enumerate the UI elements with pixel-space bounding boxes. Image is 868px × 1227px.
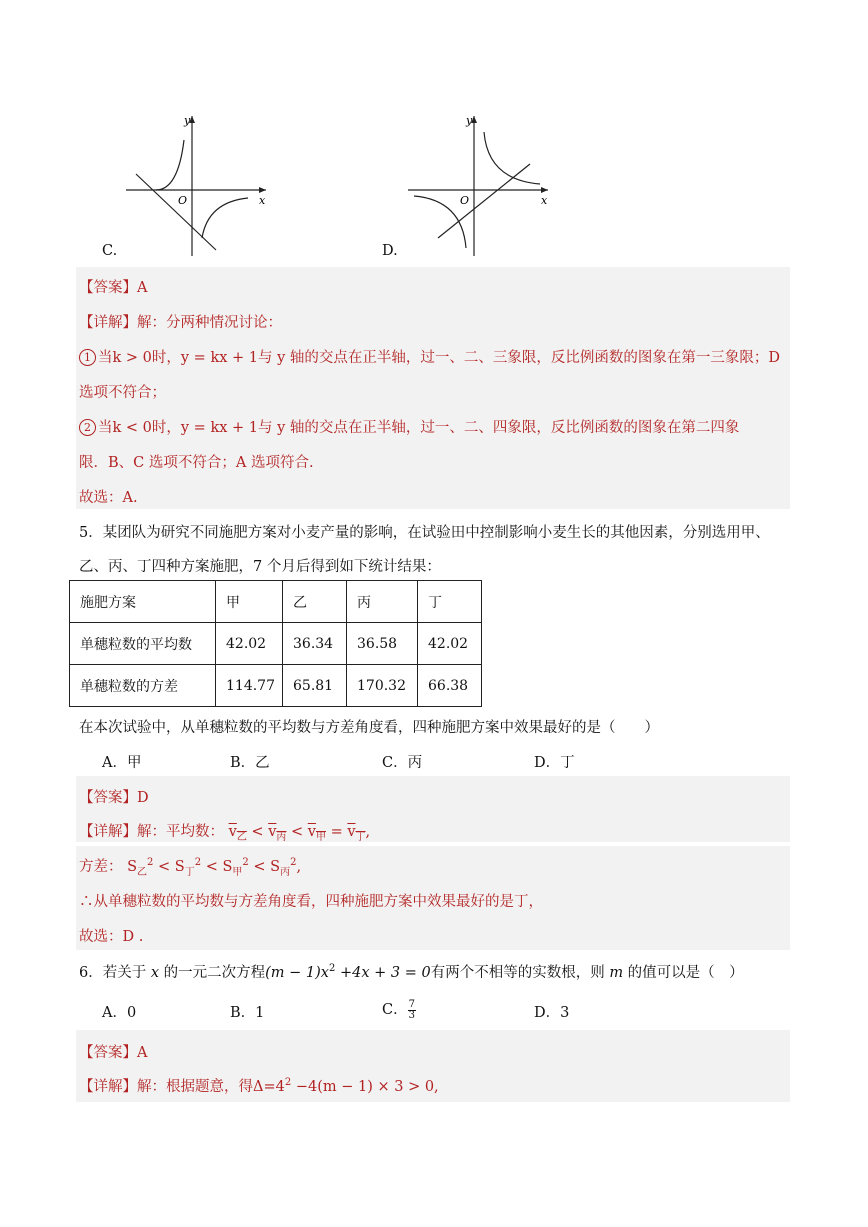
table-cell: 丁: [418, 581, 482, 623]
q5-choose: 故选：D .: [79, 929, 144, 945]
q6-detail: 【详解】解：根据题意，得$\Delta=4^2 -4(m - 1) \times 3 > 0$,: [79, 1077, 439, 1095]
graph-c-label: C.: [102, 243, 118, 259]
q5-answer: 【答案】D: [79, 790, 149, 806]
q4-case1: [79, 346, 780, 367]
y-label: y: [466, 114, 473, 127]
hyperbola-branch-lower-right: [202, 198, 248, 238]
var-term: $S_甲^2$: [222, 857, 249, 878]
q4-case1-cont: 选项不符合；: [79, 385, 166, 401]
q5-question: 在本次试验中，从单穗粒数的平均数与方差角度看，四种施肥方案中效果最好的是（ ）: [79, 720, 659, 736]
hyperbola-branch-upper-left: [156, 140, 184, 190]
table-cell: 114.77: [216, 665, 283, 707]
graph-d-label: D.: [382, 243, 398, 259]
table-row: [70, 623, 482, 665]
table-cell: 施肥方案: [70, 581, 216, 623]
table-cell: 单穗粒数的平均数: [70, 623, 216, 665]
var-op: <: [158, 859, 171, 875]
q4-answer-block: [76, 267, 790, 509]
mean-op: =: [330, 824, 343, 840]
q5-option-c: C．丙: [382, 755, 423, 771]
q6-option-a: A．0: [102, 1005, 137, 1021]
table-row: [70, 665, 482, 707]
mean-op: <: [251, 824, 264, 840]
q5-option-a: A．甲: [102, 755, 142, 771]
table-cell: 甲: [216, 581, 283, 623]
q5-var-prefix: 方差：: [79, 859, 123, 875]
q4-case1-text: 当k > 0时，y = kx + 1与 y 轴的交点在正半轴，过一、二、三象限，反比例函数的图象在第一三象限；D: [98, 350, 781, 366]
fraction: $\frac{7}{3}$: [408, 998, 415, 1021]
q5-option-d: D．丁: [534, 755, 575, 771]
line-graph: [438, 164, 530, 238]
q4-choose: 故选：A.: [79, 490, 138, 506]
q5-detail-variance: 方差： $S_乙^2 < S_丁^2 < S_甲^2 < S_丙^2$,: [79, 857, 302, 878]
circled-number: 2: [79, 419, 96, 436]
table-cell: 乙: [283, 581, 347, 623]
graph-d: [400, 110, 560, 260]
line-graph: [136, 174, 216, 250]
table-cell: 170.32: [347, 665, 418, 707]
mean-term: $v_丙$: [268, 824, 287, 843]
q5-stem-line2: 乙、丙、丁四种方案施肥，7 个月后得到如下统计结果：: [79, 559, 441, 575]
q5-data-table: [69, 580, 482, 707]
q6-option-d: D．3: [534, 1005, 570, 1021]
q6-answer: 【答案】A: [79, 1045, 148, 1061]
table-cell: 42.02: [418, 623, 482, 665]
q5-detail-mean: 【详解】解：平均数： $v_乙 < v_丙 < v_甲 = v_丁$,: [79, 824, 371, 843]
origin-label: O: [178, 194, 188, 207]
mean-term: $v_乙$: [228, 824, 247, 843]
table-cell: 42.02: [216, 623, 283, 665]
origin-label: O: [460, 194, 470, 207]
circled-number: 1: [79, 349, 96, 366]
var-op: <: [253, 859, 266, 875]
q6-stem: 6．若关于 x 的一元二次方程$(m - 1)x^2 +4x + 3 = 0$有两个不相等的实数根，则 m 的值可以是（ ）: [79, 963, 744, 981]
hyperbola-branch-upper-right: [484, 132, 540, 184]
q5-conclusion: ∴从单穗粒数的平均数与方差角度看，四种施肥方案中效果最好的是丁，: [79, 894, 543, 910]
var-term: $S_乙^2$: [127, 857, 154, 878]
q6-option-b: B．1: [230, 1005, 265, 1021]
table-cell: 36.34: [283, 623, 347, 665]
q4-detail-intro: 【详解】解：分两种情况讨论：: [79, 315, 282, 331]
graph-c: [118, 110, 278, 260]
table-cell: 36.58: [347, 623, 418, 665]
table-cell: 66.38: [418, 665, 482, 707]
y-label: y: [184, 114, 191, 127]
q5-option-b: B．乙: [230, 755, 270, 771]
var-term: $S_丁^2$: [174, 857, 202, 878]
q4-answer: 【答案】A: [79, 280, 148, 296]
mean-op: <: [291, 824, 304, 840]
q5-stem-line1: 5．某团队为研究不同施肥方案对小麦产量的影响，在试验田中控制影响小麦生长的其他因素，分别选用甲、: [79, 525, 770, 541]
q4-case2-cont: 限．B、C 选项不符合；A 选项符合.: [79, 455, 314, 471]
q4-case2-text: 当k < 0时，y = kx + 1与 y 轴的交点在正半轴，过一、二、四象限，反比例函数的图象在第二四象: [98, 420, 740, 436]
q6-equation: (m − 1)x: [265, 965, 329, 981]
x-label: x: [541, 194, 548, 207]
table-cell: 丙: [347, 581, 418, 623]
table-header-row: [70, 581, 482, 623]
table-cell: 65.81: [283, 665, 347, 707]
x-label: x: [259, 194, 266, 207]
q4-case2: [79, 416, 739, 437]
var-term: $S_丙^2$: [270, 857, 297, 878]
mean-term: $v_甲$: [307, 824, 326, 843]
var-op: <: [205, 859, 218, 875]
mean-term: $v_丁$: [347, 824, 366, 843]
q6-option-c: C． $\frac{7}{3}$: [382, 998, 415, 1021]
table-cell: 单穗粒数的方差: [70, 665, 216, 707]
q5-detail-prefix: 【详解】解：平均数：: [79, 824, 224, 840]
